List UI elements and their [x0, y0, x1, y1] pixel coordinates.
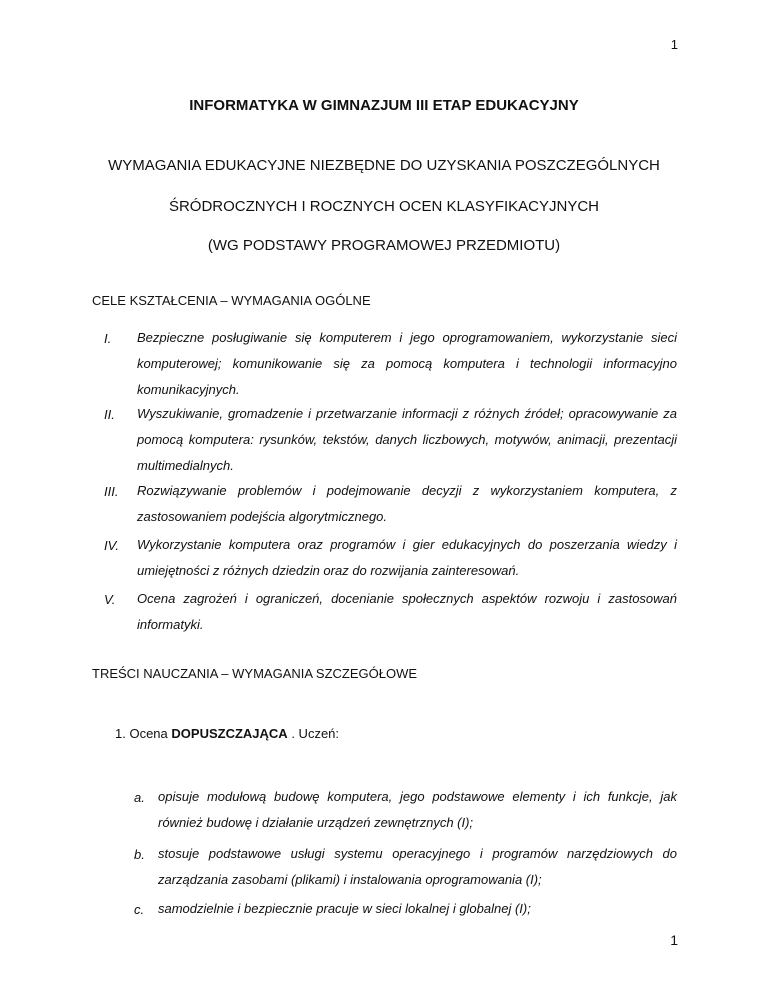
goal-item	[92, 484, 677, 530]
subtitle-line-1: WYMAGANIA EDUKACYJNE NIEZBĘDNE DO UZYSKANIA POSZCZEGÓLNYCH	[108, 157, 660, 174]
goal-text: Bezpieczne posługiwanie się komputerem i jego oprogramowaniem, wykorzystanie sieci komputerowej; komunikowanie się za pomocą komputera i technologii informacyjno komunikacyjnych.	[137, 330, 677, 397]
grade-name: DOPUSZCZAJĄCA	[171, 726, 288, 741]
subtitle-line-3: (WG PODSTAWY PROGRAMOWEJ PRZEDMIOTU)	[207, 237, 561, 254]
requirement-item	[134, 902, 677, 922]
goal-text: Wyszukiwanie, gromadzenie i przetwarzanie informacji z różnych źródeł; opracowywanie za pomocą komputera: rysunków, tekstów, danych liczbowych, motywów, animacji, prezentacji multimedialnych.	[137, 406, 677, 473]
goal-item	[92, 538, 677, 584]
requirement-letter: a.	[134, 790, 145, 805]
goal-text: Ocena zagrożeń i ograniczeń, docenianie społecznych aspektów rozwoju i zastosowań informatyki.	[137, 591, 677, 632]
goal-number: V.	[104, 592, 116, 607]
goal-item	[92, 407, 677, 479]
requirement-item	[134, 847, 677, 893]
content-heading: TREŚCI NAUCZANIA – WYMAGANIA SZCZEGÓŁOWE	[92, 666, 418, 681]
requirement-letter: b.	[134, 847, 145, 862]
goal-number: II.	[104, 407, 115, 422]
subtitle-line-2: ŚRÓDROCZNYCH I ROCZNYCH OCEN KLASYFIKACYJNYCH	[168, 198, 600, 215]
requirement-text: opisuje modułową budowę komputera, jego podstawowe elementy i ich funkcje, jak również budowę i działanie urządzeń zewnętrznych (I);	[158, 789, 677, 830]
requirement-item	[134, 790, 677, 836]
goal-text: Rozwiązywanie problemów i podejmowanie decyzji z wykorzystaniem komputera, z zastosowaniem podejścia algorytmicznego.	[137, 483, 677, 524]
goal-number: IV.	[104, 538, 119, 553]
document-title: INFORMATYKA W GIMNAZJUM III ETAP EDUKACYJNY	[189, 97, 579, 114]
goal-number: III.	[104, 484, 119, 499]
grade-prefix: Ocena	[129, 726, 168, 741]
requirement-text: samodzielnie i bezpiecznie pracuje w sieci lokalnej i globalnej (I);	[158, 901, 531, 916]
grade-suffix: . Uczeń:	[291, 726, 340, 741]
requirement-letter: c.	[134, 902, 145, 917]
goals-heading: CELE KSZTAŁCENIA – WYMAGANIA OGÓLNE	[92, 293, 371, 308]
page-number-bottom: 1	[670, 932, 678, 948]
goal-text: Wykorzystanie komputera oraz programów i gier edukacyjnych do poszerzania wiedzy i umiejętności z różnych dziedzin oraz do rozwijania zainteresowań.	[137, 537, 677, 578]
grade-heading	[115, 726, 339, 741]
goal-number: I.	[104, 331, 112, 346]
page-number-top: 1	[670, 37, 678, 52]
goal-item	[92, 331, 677, 403]
grade-number: 1.	[115, 726, 126, 741]
goal-item	[92, 592, 677, 638]
requirement-text: stosuje podstawowe usługi systemu operacyjnego i programów narzędziowych do zarządzania zasobami (plikami) i instalowania oprogramowania (I);	[158, 846, 677, 887]
